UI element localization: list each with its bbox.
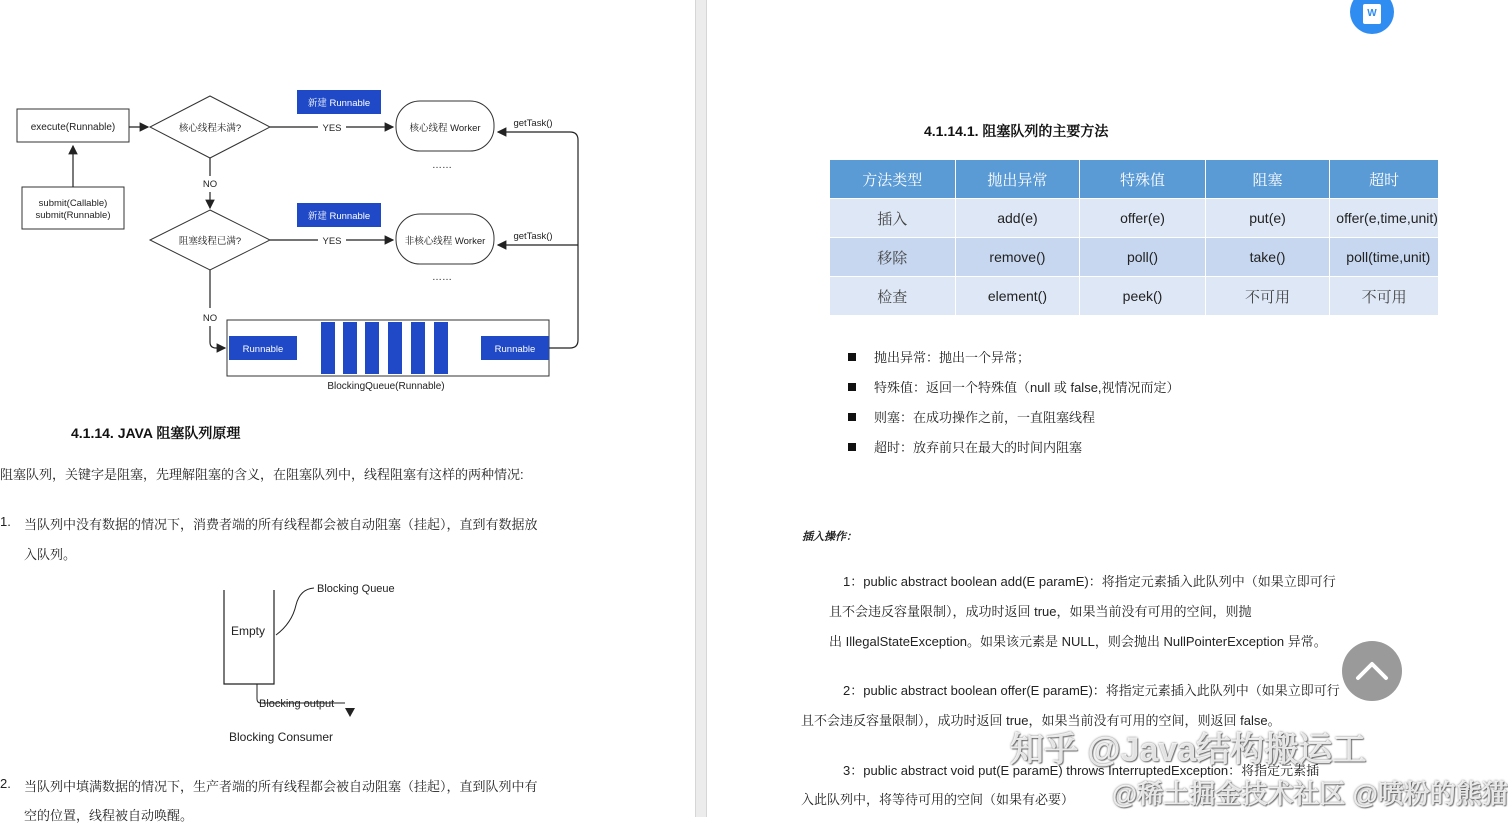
decision-core-label: 核心线程未满? <box>178 123 242 134</box>
table-cell: put(e) <box>1205 199 1330 238</box>
bullet-square-icon <box>848 353 856 361</box>
list-item <box>848 407 1095 426</box>
item1-line1: 当队列中没有数据的情况下，消费者端的所有线程都会被自动阻塞（挂起），直到有数据放 <box>24 517 538 532</box>
item2-number: 2. <box>0 776 11 791</box>
submit-label-2: submit(Runnable) <box>35 210 111 221</box>
bullet-text: 超时：放弃前只在最大的时间内阻塞 <box>874 440 1083 455</box>
queue-pointer-line <box>276 588 314 635</box>
bullet-square-icon <box>848 443 856 451</box>
table-cell: take() <box>1205 238 1330 277</box>
empty-label: Empty <box>230 624 266 638</box>
blocking-queue-label: Blocking Queue <box>317 583 395 595</box>
no-label-2: NO <box>202 313 218 324</box>
list-item <box>848 437 1082 456</box>
thread-pool-flowchart <box>0 80 695 400</box>
put-desc-line2: 入此队列中，将等待可用的空间（如果有必要） <box>801 792 1075 807</box>
core-ellipsis: …… <box>432 160 452 171</box>
offer-desc-line1: 2：public abstract boolean offer(E paramE)：将指定元素插入此队列中（如果立即可行 <box>843 683 1340 698</box>
table-cell: 检查 <box>830 277 956 316</box>
item1-line2: 入队列。 <box>24 547 77 562</box>
blocking-consumer-label: Blocking Consumer <box>228 730 334 744</box>
gettask-label-2: getTask() <box>513 231 553 242</box>
list-item <box>848 377 1180 396</box>
queue-runnable-left-label: Runnable <box>242 344 284 355</box>
page-gutter <box>695 0 707 817</box>
noncore-worker-label: 非核心线程 Worker <box>404 236 486 247</box>
core-worker-label: 核心线程 Worker <box>409 123 481 134</box>
chevron-up-icon <box>1342 641 1402 701</box>
new-runnable-label-1: 新建 Runnable <box>307 98 371 109</box>
word-doc-icon[interactable]: W <box>1350 0 1394 34</box>
decision-queue-label: 阻塞线程已满? <box>178 236 242 247</box>
output-arrow <box>345 708 355 717</box>
bullet-square-icon <box>848 413 856 421</box>
table-cell: peek() <box>1080 277 1206 316</box>
header-method-type: 方法类型 <box>830 160 956 199</box>
methods-table <box>829 159 1439 316</box>
no-label-1: NO <box>202 179 218 190</box>
table-cell: remove() <box>955 238 1080 277</box>
table-cell: poll(time,unit) <box>1330 238 1439 277</box>
table-cell: offer(e) <box>1080 199 1206 238</box>
scroll-top-button[interactable] <box>1342 641 1402 701</box>
add-desc-line3: 出 IllegalStateException。如果该元素是 NULL，则会抛出 NullPointerException 异常。 <box>829 634 1327 649</box>
table-cell: element() <box>955 277 1080 316</box>
noncore-ellipsis: …… <box>432 272 452 283</box>
blocking-queue-diagram <box>200 575 420 755</box>
blocking-output-label: Blocking output <box>259 698 335 710</box>
table-cell: poll() <box>1080 238 1206 277</box>
no-arrow-2 <box>210 326 225 348</box>
table-row <box>830 199 1439 238</box>
subsection-heading: 4.1.14.1. 阻塞队列的主要方法 <box>924 123 1109 139</box>
table-cell: 移除 <box>830 238 956 277</box>
header-special-value: 特殊值 <box>1080 160 1206 199</box>
submit-label-1: submit(Callable) <box>38 198 108 209</box>
table-cell: 不可用 <box>1205 277 1330 316</box>
watermark-juejin: @稀土掘金技术社区 @喷粉的熊猫 <box>1112 779 1508 809</box>
table-header-row <box>830 160 1439 199</box>
header-timeout: 超时 <box>1330 160 1439 199</box>
item2-line1: 当队列中填满数据的情况下，生产者端的所有线程都会被自动阻塞（挂起），直到队列中有 <box>24 779 538 794</box>
item2-line2: 空的位置，线程被自动唤醒。 <box>24 808 194 823</box>
watermark-zhihu: 知乎 @Java结构搬运工 <box>1010 731 1367 769</box>
bullet-text: 抛出异常：抛出一个异常； <box>874 350 1031 365</box>
table-cell: 插入 <box>830 199 956 238</box>
gettask-label-1: getTask() <box>513 118 553 129</box>
queue-label: BlockingQueue(Runnable) <box>327 381 445 392</box>
add-desc-line1: 1：public abstract boolean add(E paramE)：将指定元素插入此队列中（如果立即可行 <box>843 574 1336 589</box>
table-cell: offer(e,time,unit) <box>1330 199 1439 238</box>
execute-label: execute(Runnable) <box>30 122 116 133</box>
left-page <box>0 0 695 823</box>
item1-number: 1. <box>0 514 11 529</box>
put-desc-line1: 3：public abstract void put(E paramE) throws InterruptedException：将指定元素插 <box>843 763 1320 778</box>
header-throw-exception: 抛出异常 <box>955 160 1080 199</box>
table-cell: 不可用 <box>1330 277 1439 316</box>
intro-paragraph: 阻塞队列，关键字是阻塞，先理解阻塞的含义，在阻塞队列中，线程阻塞有这样的两种情况: <box>0 467 524 482</box>
yes-label-1: YES <box>322 123 342 134</box>
offer-desc-line2: 且不会违反容量限制），成功时返回 true，如果当前没有可用的空间，则返回 false。 <box>801 713 1281 728</box>
header-blocking: 阻塞 <box>1205 160 1330 199</box>
insert-operations-label: 插入操作： <box>802 531 857 543</box>
bullet-square-icon <box>848 383 856 391</box>
yes-label-2: YES <box>322 236 342 247</box>
table-cell: add(e) <box>955 199 1080 238</box>
table-row <box>830 238 1439 277</box>
list-item <box>848 347 1030 366</box>
bullet-text: 特殊值：返回一个特殊值（null 或 false,视情况而定） <box>874 380 1180 395</box>
table-row <box>830 277 1439 316</box>
add-desc-line2: 且不会违反容量限制），成功时返回 true，如果当前没有可用的空间，则抛 <box>829 604 1252 619</box>
queue-runnable-right-label: Runnable <box>494 344 536 355</box>
bullet-text: 则塞：在成功操作之前，一直阻塞线程 <box>874 410 1096 425</box>
section-heading: 4.1.14. JAVA 阻塞队列原理 <box>71 425 241 441</box>
new-runnable-label-2: 新建 Runnable <box>307 211 371 222</box>
